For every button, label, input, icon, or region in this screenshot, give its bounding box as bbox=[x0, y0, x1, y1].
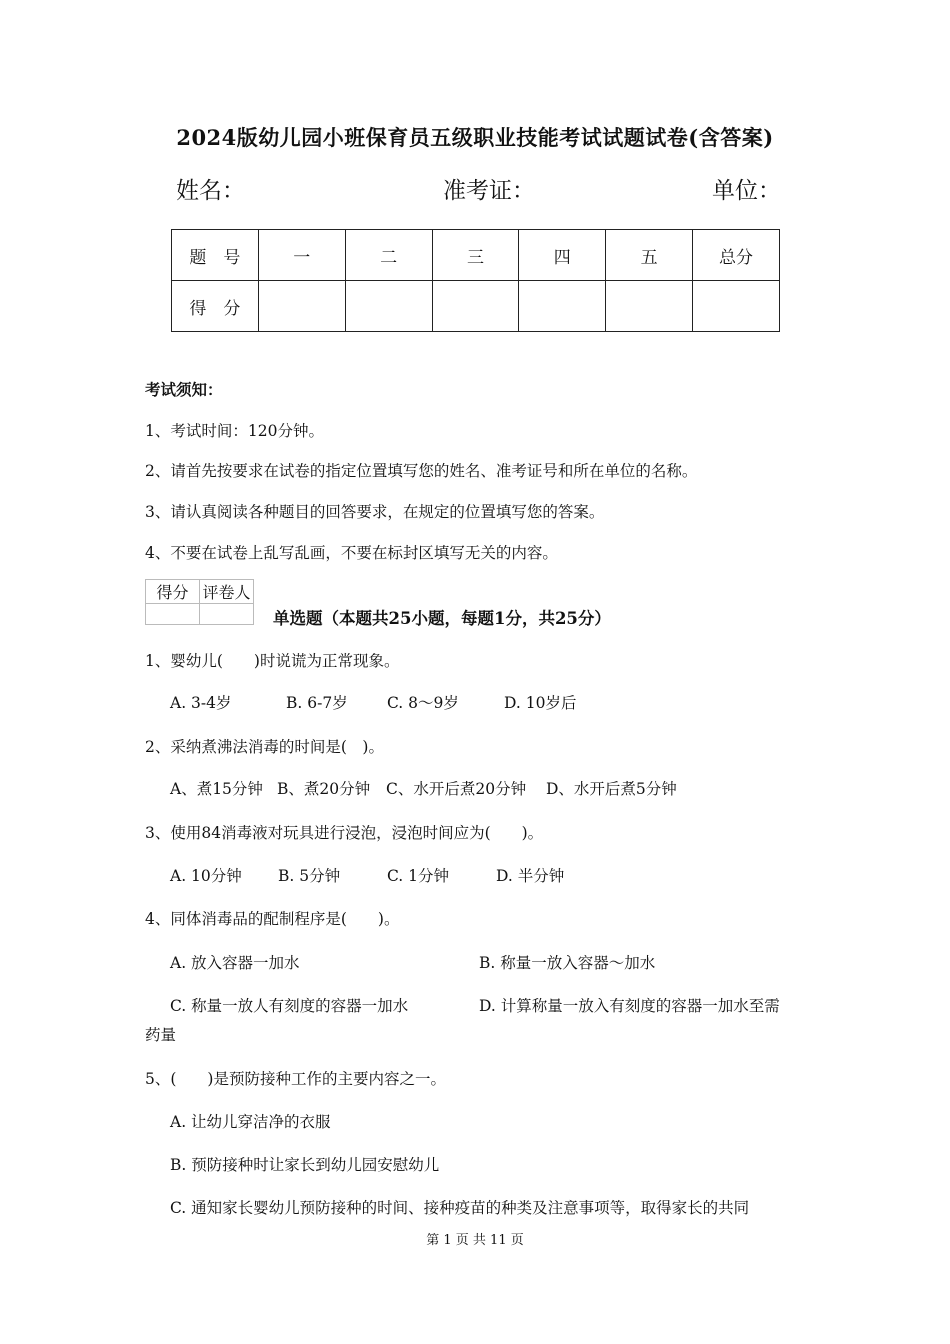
score-cell-4[interactable] bbox=[519, 281, 606, 332]
grader-name-label: 评卷人 bbox=[200, 580, 254, 604]
question-4-option-d[interactable]: D. 计算称量一放入有刻度的容器一加水至需 bbox=[479, 997, 780, 1015]
score-cell-1[interactable] bbox=[258, 281, 345, 332]
question-1-option-b[interactable]: B. 6-7岁 bbox=[286, 694, 348, 712]
question-4-stem: 4、同体消毒品的配制程序是( )。 bbox=[145, 910, 400, 928]
question-4-option-b[interactable]: B. 称量一放入容器～加水 bbox=[479, 954, 656, 972]
notice-item-1: 1、考试时间：120分钟。 bbox=[145, 422, 324, 440]
exam-id-label: 准考证： bbox=[443, 178, 535, 204]
header-cell-total: 总分 bbox=[693, 230, 780, 281]
section-title: 单选题（本题共25小题，每题1分，共25分） bbox=[273, 609, 611, 628]
page-number: 第 1 页 共 11 页 bbox=[426, 1233, 524, 1248]
score-cell-5[interactable] bbox=[606, 281, 693, 332]
question-3-option-b[interactable]: B. 5分钟 bbox=[278, 867, 341, 885]
document-title: 2024版幼儿园小班保育员五级职业技能考试试题试卷(含答案) bbox=[176, 125, 774, 150]
score-table-header-row bbox=[172, 230, 780, 281]
question-2-stem: 2、采纳煮沸法消毒的时间是( )。 bbox=[145, 738, 384, 756]
header-cell-question-number: 题 号 bbox=[172, 230, 259, 281]
question-2-option-a[interactable]: A、煮15分钟 bbox=[170, 780, 263, 798]
grader-box bbox=[145, 579, 254, 625]
score-table bbox=[171, 229, 780, 332]
grader-name-cell[interactable] bbox=[200, 604, 254, 625]
score-cell-total[interactable] bbox=[693, 281, 780, 332]
question-1-option-d[interactable]: D. 10岁后 bbox=[504, 694, 577, 712]
header-cell-2: 二 bbox=[345, 230, 432, 281]
question-2-option-b[interactable]: B、煮20分钟 bbox=[277, 780, 371, 798]
header-cell-5: 五 bbox=[606, 230, 693, 281]
question-3-option-d[interactable]: D. 半分钟 bbox=[496, 867, 565, 885]
score-table-score-row bbox=[172, 281, 780, 332]
question-5-option-b[interactable]: B. 预防接种时让家长到幼儿园安慰幼儿 bbox=[170, 1156, 440, 1174]
notice-item-2: 2、请首先按要求在试卷的指定位置填写您的姓名、准考证号和所在单位的名称。 bbox=[145, 462, 698, 480]
header-cell-1: 一 bbox=[258, 230, 345, 281]
question-3-option-c[interactable]: C. 1分钟 bbox=[387, 867, 450, 885]
question-4-option-d-continued: 药量 bbox=[145, 1026, 177, 1044]
score-cell-3[interactable] bbox=[432, 281, 519, 332]
notice-item-4: 4、不要在试卷上乱写乱画，不要在标封区填写无关的内容。 bbox=[145, 544, 558, 562]
question-1-option-c[interactable]: C. 8～9岁 bbox=[387, 694, 459, 712]
notice-heading: 考试须知： bbox=[145, 380, 223, 399]
question-1-option-a[interactable]: A. 3-4岁 bbox=[170, 694, 232, 712]
question-1-stem: 1、婴幼儿( )时说谎为正常现象。 bbox=[145, 652, 400, 670]
score-row-label: 得 分 bbox=[172, 281, 259, 332]
name-label: 姓名： bbox=[176, 178, 245, 204]
question-2-option-d[interactable]: D、水开后煮5分钟 bbox=[546, 780, 677, 798]
question-5-option-a[interactable]: A. 让幼儿穿洁净的衣服 bbox=[170, 1113, 331, 1131]
unit-label: 单位： bbox=[712, 178, 781, 204]
question-5-option-c[interactable]: C. 通知家长婴幼儿预防接种的时间、接种疫苗的种类及注意事项等，取得家长的共同 bbox=[170, 1199, 750, 1217]
question-4-option-a[interactable]: A. 放入容器一加水 bbox=[170, 954, 300, 972]
header-cell-4: 四 bbox=[519, 230, 606, 281]
notice-item-3: 3、请认真阅读各种题目的回答要求，在规定的位置填写您的答案。 bbox=[145, 503, 605, 521]
question-2-option-c[interactable]: C、水开后煮20分钟 bbox=[386, 780, 527, 798]
score-cell-2[interactable] bbox=[345, 281, 432, 332]
grader-score-label: 得分 bbox=[146, 580, 200, 604]
header-cell-3: 三 bbox=[432, 230, 519, 281]
question-5-stem: 5、( )是预防接种工作的主要内容之一。 bbox=[145, 1070, 446, 1088]
grader-score-cell[interactable] bbox=[146, 604, 200, 625]
question-4-option-c[interactable]: C. 称量一放人有刻度的容器一加水 bbox=[170, 997, 409, 1015]
question-3-option-a[interactable]: A. 10分钟 bbox=[170, 867, 242, 885]
question-3-stem: 3、使用84消毒液对玩具进行浸泡，浸泡时间应为( )。 bbox=[145, 824, 544, 842]
